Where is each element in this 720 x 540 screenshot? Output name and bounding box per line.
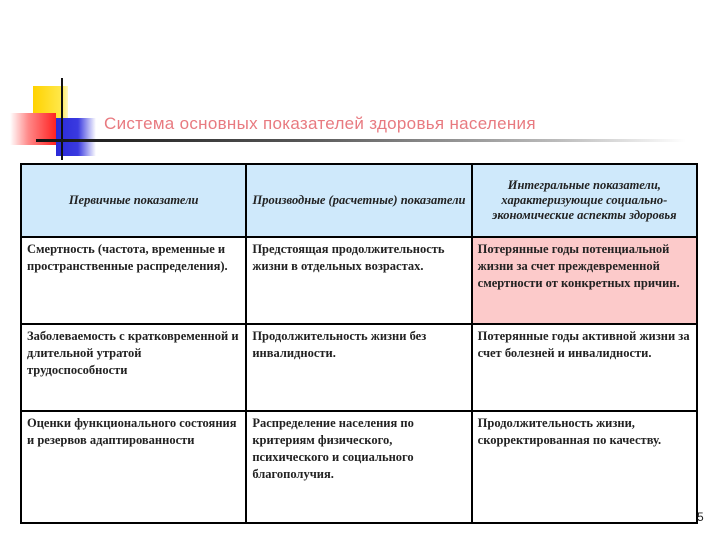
header-derived: Производные (расчетные) показатели [246, 164, 471, 237]
table-cell: Продолжительность жизни без инвалидности. [246, 324, 471, 411]
title-underline [36, 139, 686, 142]
table-row [21, 237, 697, 324]
table-cell: Предстоящая продолжительность жизни в отдельных возрастах. [246, 237, 471, 324]
slide-title: Система основных показателей здоровья населения [104, 114, 536, 133]
table-cell: Смертность (частота, временные и пространственные распределения). [21, 237, 246, 324]
decor-vertical-line [61, 78, 63, 160]
table-cell: Оценки функционального состояния и резервов адаптированности [21, 411, 246, 523]
header-primary: Первичные показатели [21, 164, 246, 237]
page-number: 5 [697, 510, 704, 524]
indicators-table [20, 163, 698, 524]
table-row [21, 411, 697, 523]
table-cell-highlighted: Потерянные годы потенциальной жизни за счет преждевременной смертности от конкретных причин. [472, 237, 697, 324]
header-integral: Интегральные показатели, характеризующие социально-экономические аспекты здоровья [472, 164, 697, 237]
table-cell: Продолжительность жизни, скорректированная по качеству. [472, 411, 697, 523]
table-cell: Заболеваемость с кратковременной и длительной утратой трудоспособности [21, 324, 246, 411]
table-header-row [21, 164, 697, 237]
table-row [21, 324, 697, 411]
table-cell: Распределение населения по критериям физического, психического и социального благополучия. [246, 411, 471, 523]
table-cell: Потерянные годы активной жизни за счет болезней и инвалидности. [472, 324, 697, 411]
